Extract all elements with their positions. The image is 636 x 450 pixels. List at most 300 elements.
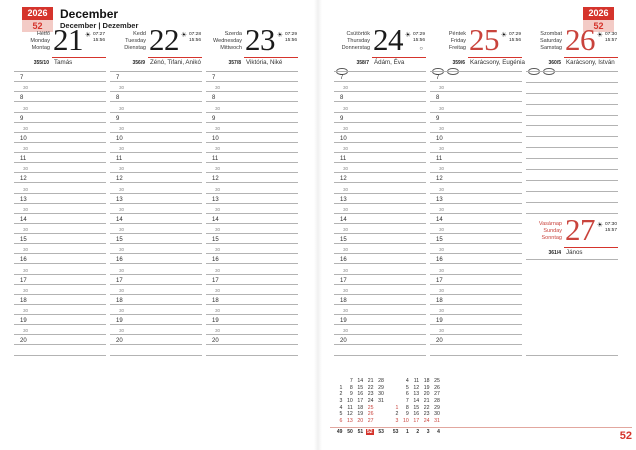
day-name-label: Wednesday [213, 37, 242, 44]
schedule-line [110, 254, 202, 264]
mini-calendar-day: 11 [347, 404, 353, 411]
schedule-line [430, 204, 522, 214]
schedule-line [14, 82, 106, 92]
mini-calendar-day: 26 [367, 411, 374, 418]
hour-label: 13 [436, 196, 443, 203]
schedule-line [206, 173, 298, 183]
hour-label: 18 [436, 297, 443, 304]
half-hour-label: 30 [343, 146, 349, 152]
schedule-line [14, 254, 106, 264]
schedule-line [14, 214, 106, 224]
day-name-labels [110, 31, 146, 51]
hour-label: 8 [116, 95, 120, 102]
footer-rule [330, 427, 632, 428]
hour-label: 10 [212, 135, 219, 142]
schedule-line [334, 244, 426, 254]
notes-line [526, 192, 618, 203]
schedule-line [206, 143, 298, 153]
schedule-line [334, 214, 426, 224]
mini-calendar-day: 6 [339, 418, 343, 425]
hour-label: 20 [116, 338, 123, 345]
name-days: Viktória, Niké [246, 59, 283, 66]
mini-calendar-day: 9 [349, 391, 353, 398]
schedule-line [334, 173, 426, 183]
page-number: 52 [619, 430, 632, 442]
schedule-line [430, 234, 522, 244]
half-hour-label: 30 [23, 308, 29, 314]
schedule-line [334, 133, 426, 143]
sunset-time: 15:56 [92, 37, 105, 43]
sun-icon: ☀ [180, 32, 187, 39]
hour-label: 18 [212, 297, 219, 304]
mini-calendar-december [332, 378, 384, 425]
week-number-cell [342, 429, 352, 436]
schedule-line [334, 315, 426, 325]
schedule-line [334, 153, 426, 163]
schedule-line [14, 113, 106, 123]
mini-calendar-day: 23 [423, 411, 430, 418]
schedule-line [110, 224, 202, 234]
day-header-23 [206, 22, 298, 74]
schedule-line [110, 244, 202, 254]
half-hour-label: 30 [343, 308, 349, 314]
page-spine [314, 0, 322, 450]
half-hour-label: 30 [119, 247, 125, 253]
day-name-label: Vasárnap [538, 221, 562, 227]
mini-calendar-day: 25 [434, 378, 440, 384]
half-hour-label: 30 [23, 328, 29, 334]
notes-line [526, 137, 618, 148]
schedule-line [206, 183, 298, 193]
half-hour-label: 30 [23, 125, 29, 131]
schedule-line [110, 335, 202, 345]
hour-label: 15 [340, 237, 347, 244]
half-hour-label: 30 [343, 287, 349, 293]
half-hour-label: 30 [439, 227, 445, 233]
mini-calendar-day: 4 [405, 378, 409, 384]
week-number-value: 52 [367, 429, 373, 435]
hour-label: 20 [212, 338, 219, 345]
hour-label: 20 [436, 338, 443, 345]
sun-icon: ☀ [596, 32, 603, 39]
half-hour-label: 30 [23, 267, 29, 273]
schedule-line [430, 153, 522, 163]
hour-label: 8 [20, 95, 24, 102]
schedule-line [206, 133, 298, 143]
mini-calendar-row [388, 398, 440, 405]
schedule-line [110, 173, 202, 183]
hour-label: 17 [436, 277, 443, 284]
week-number-cell [430, 429, 440, 436]
mini-calendar-day: 16 [357, 391, 364, 398]
day-name-label: Szombat [540, 31, 562, 37]
week-number-label: 52 [22, 20, 53, 32]
half-hour-label: 30 [119, 287, 125, 293]
sunrise-time: 07:29 [284, 32, 297, 37]
half-hour-label: 30 [215, 125, 221, 131]
half-hour-label: 30 [439, 267, 445, 273]
mini-calendar-day: 29 [378, 384, 384, 391]
half-hour-label: 30 [119, 125, 125, 131]
day-of-year: 356/9 [132, 59, 145, 66]
schedule-line [110, 325, 202, 335]
mini-calendar-day: 6 [405, 391, 409, 398]
schedule-line [206, 345, 298, 355]
mini-calendar-day: 1 [339, 384, 343, 391]
schedule-line [334, 345, 426, 355]
notes-line [526, 105, 618, 116]
week-number-cell [332, 429, 342, 436]
schedule-line [206, 224, 298, 234]
hour-label: 16 [212, 257, 219, 264]
week-number-value: 50 [347, 429, 353, 435]
week-number-strip [332, 429, 384, 447]
mini-calendar-day: 31 [378, 398, 384, 405]
half-hour-label: 30 [215, 287, 221, 293]
notes-line [526, 72, 618, 83]
sun-times-block [181, 32, 201, 44]
schedule-line [430, 183, 522, 193]
half-hour-label: 30 [343, 186, 349, 192]
half-hour-label: 30 [215, 105, 221, 111]
week-number-value: 49 [336, 429, 343, 435]
half-hour-label: 30 [23, 186, 29, 192]
day-name-label: Freitag [448, 44, 466, 51]
schedule-line [110, 194, 202, 204]
schedule-line [206, 254, 298, 264]
week-number-value: 2 [416, 429, 420, 435]
schedule-line [206, 264, 298, 274]
half-hour-label: 30 [215, 186, 221, 192]
mini-calendar-day: 21 [423, 398, 430, 405]
name-days: Karácsony, István [566, 59, 615, 66]
sunrise-time: 07:29 [508, 32, 521, 37]
half-hour-label: 30 [439, 308, 445, 314]
schedule-line [14, 244, 106, 254]
schedule-line [110, 264, 202, 274]
hour-label: 13 [340, 196, 347, 203]
month-title: December [60, 7, 119, 21]
mini-calendar-row [388, 405, 440, 412]
day-header-rule [372, 57, 426, 58]
schedule-line [334, 102, 426, 112]
mini-calendar-day: 24 [367, 398, 374, 405]
hour-label: 11 [436, 156, 443, 163]
day-name-label: Péntek [448, 31, 466, 37]
schedule-line [430, 345, 522, 355]
schedule-line [14, 305, 106, 315]
schedule-line [430, 143, 522, 153]
sunrise-time: 07:30 [604, 222, 617, 227]
week-number-label: 52 [583, 20, 614, 32]
half-hour-label: 30 [215, 206, 221, 212]
half-hour-label: 30 [439, 105, 445, 111]
schedule-line [14, 143, 106, 153]
half-hour-label: 30 [119, 206, 125, 212]
name-days: Karácsony, Eugénia [470, 59, 525, 66]
mini-calendar-day: 8 [405, 404, 409, 411]
hour-label: 15 [116, 237, 123, 244]
half-hour-label: 30 [119, 227, 125, 233]
schedule-line [14, 133, 106, 143]
schedule-line [14, 325, 106, 335]
half-hour-label: 30 [343, 328, 349, 334]
schedule-grid [334, 71, 426, 356]
half-hour-label: 30 [23, 105, 29, 111]
day-of-year: 355/10 [33, 59, 49, 66]
schedule-line [14, 153, 106, 163]
half-hour-label: 30 [23, 247, 29, 253]
mini-calendar-row [388, 411, 440, 418]
mini-calendar-day: 7 [405, 398, 409, 405]
sunrise-time: 07:30 [604, 32, 617, 37]
mini-calendar-row [332, 385, 384, 392]
sun-icon: ☀ [84, 32, 91, 39]
schedule-line [206, 123, 298, 133]
year-label: 2026 [583, 7, 614, 20]
half-hour-label: 30 [439, 206, 445, 212]
day-name-label: Szerda [224, 31, 242, 37]
hour-label: 13 [212, 196, 219, 203]
half-hour-label: 30 [119, 328, 125, 334]
mini-calendar-day: 24 [423, 418, 430, 425]
mini-calendar-day: 11 [413, 378, 420, 384]
schedule-line [14, 194, 106, 204]
hour-label: 12 [212, 176, 219, 183]
schedule-line [430, 214, 522, 224]
hour-label: 13 [20, 196, 27, 203]
schedule-line [110, 214, 202, 224]
schedule-grid [206, 71, 298, 356]
mini-calendar-row [332, 398, 384, 405]
schedule-line [430, 325, 522, 335]
mini-calendar-day: 25 [367, 404, 374, 411]
half-hour-label: 30 [23, 287, 29, 293]
half-hour-label: 30 [439, 247, 445, 253]
half-hour-label: 30 [343, 125, 349, 131]
day-name-labels [14, 31, 50, 51]
mini-calendar-day: 15 [357, 384, 364, 391]
name-days: Ádám, Éva [374, 59, 405, 66]
schedule-line [430, 163, 522, 173]
half-hour-label: 30 [343, 247, 349, 253]
hour-label: 10 [116, 135, 123, 142]
hour-label: 12 [436, 176, 443, 183]
mini-calendar-day: 22 [423, 404, 430, 411]
half-hour-label: 30 [439, 328, 445, 334]
schedule-line [206, 92, 298, 102]
sun-times-block [405, 32, 425, 44]
sunrise-time: 07:28 [188, 32, 201, 37]
schedule-line [430, 244, 522, 254]
mini-calendar-day: 10 [347, 398, 353, 405]
schedule-grid [110, 71, 202, 356]
mini-calendar-day: 3 [339, 398, 343, 405]
schedule-line [110, 285, 202, 295]
month-subtitle: December | Dezember [60, 21, 139, 30]
schedule-line [206, 295, 298, 305]
mini-calendar-day: 3 [395, 418, 399, 425]
half-hour-label: 30 [23, 146, 29, 152]
sunday-notes-bottom-rule [526, 355, 618, 356]
hour-label: 16 [20, 257, 27, 264]
schedule-line [14, 264, 106, 274]
day-name-label: Saturday [539, 37, 562, 44]
mini-calendar-day: 13 [413, 391, 420, 398]
schedule-line [430, 113, 522, 123]
sunrise-time: 07:27 [92, 32, 105, 37]
schedule-line [110, 275, 202, 285]
half-hour-label: 30 [215, 227, 221, 233]
mini-calendar-day: 19 [423, 384, 430, 391]
sun-icon: ☀ [500, 32, 507, 39]
schedule-line [430, 102, 522, 112]
hour-label: 17 [340, 277, 347, 284]
sunset-time: 15:56 [284, 37, 297, 43]
hour-label: 7 [436, 75, 440, 82]
schedule-line [430, 264, 522, 274]
half-hour-label: 30 [343, 166, 349, 172]
schedule-line [334, 285, 426, 295]
schedule-grid [14, 71, 106, 356]
day-number: 23 [245, 22, 275, 57]
day-name-label: Samstag [540, 44, 562, 51]
name-days: János [566, 249, 583, 256]
mini-calendar-row [332, 411, 384, 418]
schedule-line [206, 72, 298, 82]
day-of-year: 359/6 [452, 59, 465, 66]
day-number: 22 [149, 22, 179, 57]
schedule-line [334, 234, 426, 244]
day-header-24 [334, 22, 426, 74]
half-hour-label: 30 [119, 146, 125, 152]
day-header-rule [148, 57, 202, 58]
hour-label: 7 [20, 75, 24, 82]
mini-calendar-day: 7 [349, 378, 353, 384]
hour-label: 12 [20, 176, 27, 183]
notes-line [526, 126, 618, 137]
hour-label: 12 [340, 176, 347, 183]
day-name-label: Thursday [347, 37, 370, 44]
mini-calendar-row [388, 418, 440, 425]
schedule-line [334, 72, 426, 82]
half-hour-label: 30 [215, 146, 221, 152]
sun-icon: ☀ [404, 32, 411, 39]
hour-label: 18 [20, 297, 27, 304]
schedule-line [206, 194, 298, 204]
hour-label: 9 [436, 115, 440, 122]
half-hour-label: 30 [23, 227, 29, 233]
day-number: 26 [565, 22, 595, 57]
schedule-line [14, 275, 106, 285]
schedule-line [14, 163, 106, 173]
schedule-line [110, 183, 202, 193]
mini-calendar-day: 31 [434, 418, 440, 425]
schedule-line [430, 133, 522, 143]
mini-calendar-day: 30 [378, 391, 384, 398]
saturday-lines [526, 71, 618, 214]
mini-calendar-day: 5 [405, 384, 409, 391]
mini-calendar-day: 5 [339, 411, 343, 418]
notes-line [526, 83, 618, 94]
schedule-line [110, 113, 202, 123]
mini-calendar-day: 10 [403, 418, 409, 425]
sunset-time: 15:56 [508, 37, 521, 43]
schedule-line [110, 234, 202, 244]
sunset-time: 15:56 [412, 37, 425, 43]
mini-calendar-day: 21 [367, 378, 374, 384]
mini-calendar-row [332, 378, 384, 385]
day-name-labels [206, 31, 242, 51]
mini-calendar-day: 9 [405, 411, 409, 418]
hour-label: 9 [212, 115, 216, 122]
mini-calendar-day: 2 [339, 391, 343, 398]
half-hour-label: 30 [119, 166, 125, 172]
schedule-line [206, 305, 298, 315]
sunrise-sunset-times [605, 222, 617, 234]
hour-label: 19 [116, 318, 123, 325]
hour-label: 18 [116, 297, 123, 304]
mini-calendar-day: 26 [434, 384, 440, 391]
full-moon-icon: ○ [419, 46, 423, 52]
hour-label: 17 [212, 277, 219, 284]
schedule-line [334, 224, 426, 234]
notes-line [526, 148, 618, 159]
hour-label: 11 [116, 156, 123, 163]
mini-calendar-day: 19 [357, 411, 364, 418]
hour-label: 9 [20, 115, 24, 122]
schedule-line [110, 123, 202, 133]
sunrise-sunset-times [413, 32, 425, 44]
schedule-line [206, 102, 298, 112]
half-hour-label: 30 [439, 186, 445, 192]
mini-calendar-day: 27 [434, 391, 440, 398]
schedule-line [206, 214, 298, 224]
mini-calendar-day: 30 [434, 411, 440, 418]
hour-label: 18 [340, 297, 347, 304]
sun-times-block [597, 32, 617, 44]
week-number-cell [388, 429, 398, 436]
hour-label: 7 [212, 75, 216, 82]
mini-calendar-day: 18 [423, 378, 430, 384]
week-number-cell [374, 429, 384, 436]
half-hour-label: 30 [343, 85, 349, 91]
schedule-line [430, 285, 522, 295]
mini-calendar-day: 12 [413, 384, 420, 391]
schedule-grid [430, 71, 522, 356]
schedule-line [206, 244, 298, 254]
sun-times-block [501, 32, 521, 44]
day-name-label: Kedd [133, 31, 146, 37]
mini-calendar-day: 23 [367, 391, 374, 398]
mini-calendar-day: 28 [434, 398, 440, 405]
day-header-rule [244, 57, 298, 58]
mini-calendar-row [388, 378, 440, 385]
half-hour-label: 30 [439, 146, 445, 152]
sunrise-time: 07:29 [412, 32, 425, 37]
sunrise-sunset-times [605, 32, 617, 44]
schedule-line [334, 143, 426, 153]
mini-calendar-day: 28 [378, 378, 384, 384]
schedule-line [334, 305, 426, 315]
day-number: 25 [469, 22, 499, 57]
schedule-line [334, 82, 426, 92]
schedule-line [334, 113, 426, 123]
schedule-line [14, 345, 106, 355]
half-hour-label: 30 [23, 85, 29, 91]
day-name-label: Mittwoch [220, 44, 242, 51]
day-of-year: 357/8 [228, 59, 241, 66]
